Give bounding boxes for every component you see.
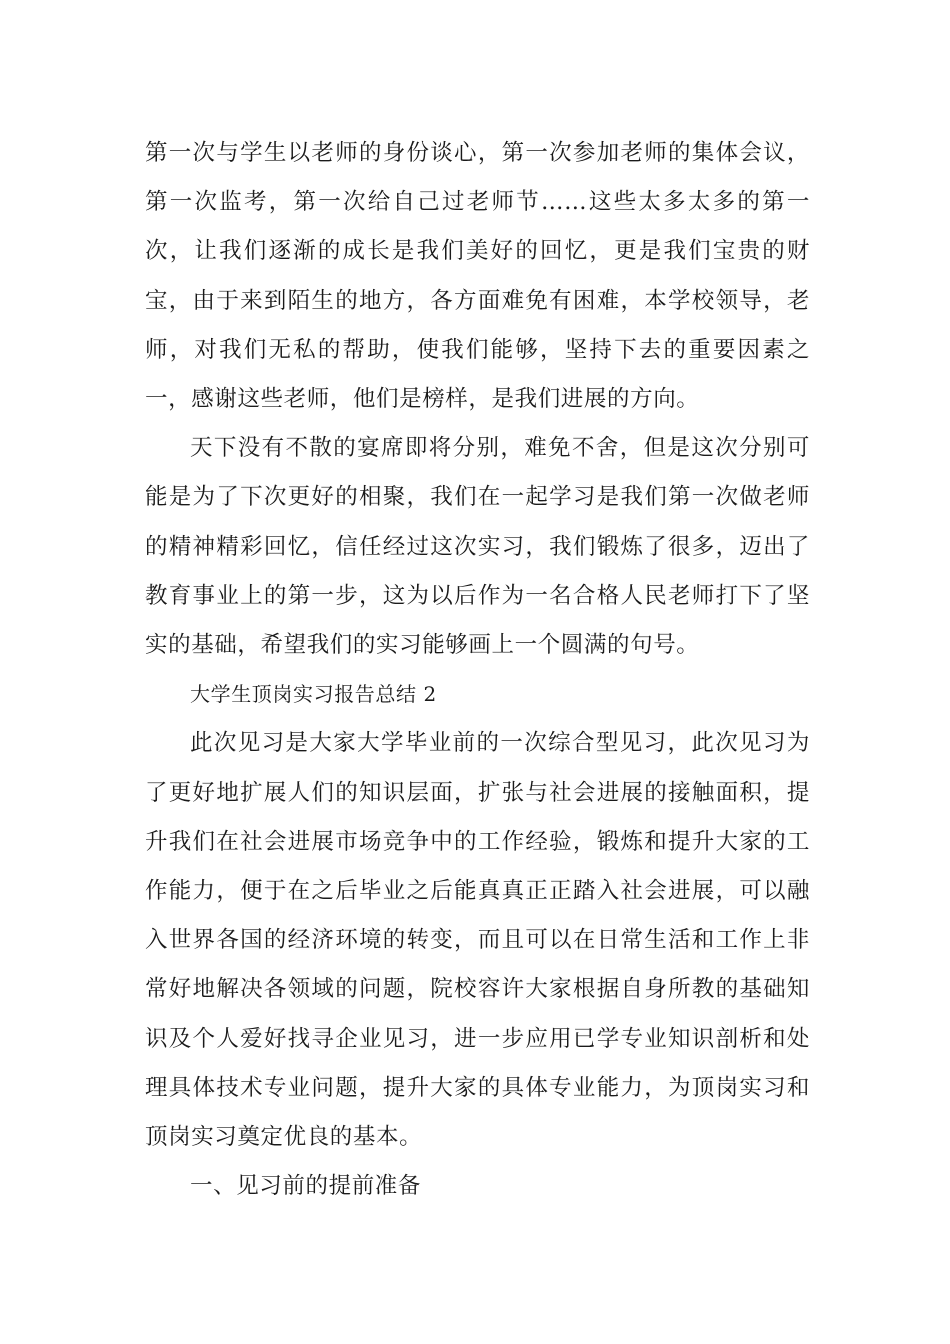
document-body xyxy=(145,129,810,1211)
section-title-report-2: 大学生顶岗实习报告总结 2 xyxy=(190,682,437,707)
paragraph-internship-purpose: 此次见习是大家大学毕业前的一次综合型见习，此次见习为了更好地扩展人们的知识层面，扩张与社会进展的接触面积，提升我们在社会进展市场竞争中的工作经验，锻炼和提升大家的工作能力，便于在之后毕业之后能真真正正踏入社会进展，可以融入世界各国的经济环境的转变，而且可以在日常生活和工作上非常好地解决各领域的问题，院校容许大家根据自身所教的基础知识及个人爱好找寻企业见习，进一步应用已学专业知识剖析和处理具体技术专业问题，提升大家的具体专业能力，为顶岗实习和顶岗实习奠定优良的基本。 xyxy=(145,730,810,1151)
section-heading-preparation: 一、见习前的提前准备 xyxy=(190,1173,422,1200)
paragraph-farewell: 天下没有不散的宴席即将分别，难免不舍，但是这次分别可能是为了下次更好的相聚，我们在一起学习是我们第一次做老师的精神精彩回忆，信任经过这次实习，我们锻炼了很多，迈出了教育事业上的第一步，这为以后作为一名合格人民老师打下了坚实的基础，希望我们的实习能够画上一个圆满的句号。 xyxy=(145,435,810,659)
paragraph-first-experiences: 第一次与学生以老师的身份谈心，第一次参加老师的集体会议，第一次监考，第一次给自己过老师节……这些太多太多的第一次，让我们逐渐的成长是我们美好的回忆，更是我们宝贵的财宝，由于来到陌生的地方，各方面难免有困难，本学校领导，老师，对我们无私的帮助，使我们能够，坚持下去的重要因素之一，感谢这些老师，他们是榜样，是我们进展的方向。 xyxy=(145,140,810,413)
